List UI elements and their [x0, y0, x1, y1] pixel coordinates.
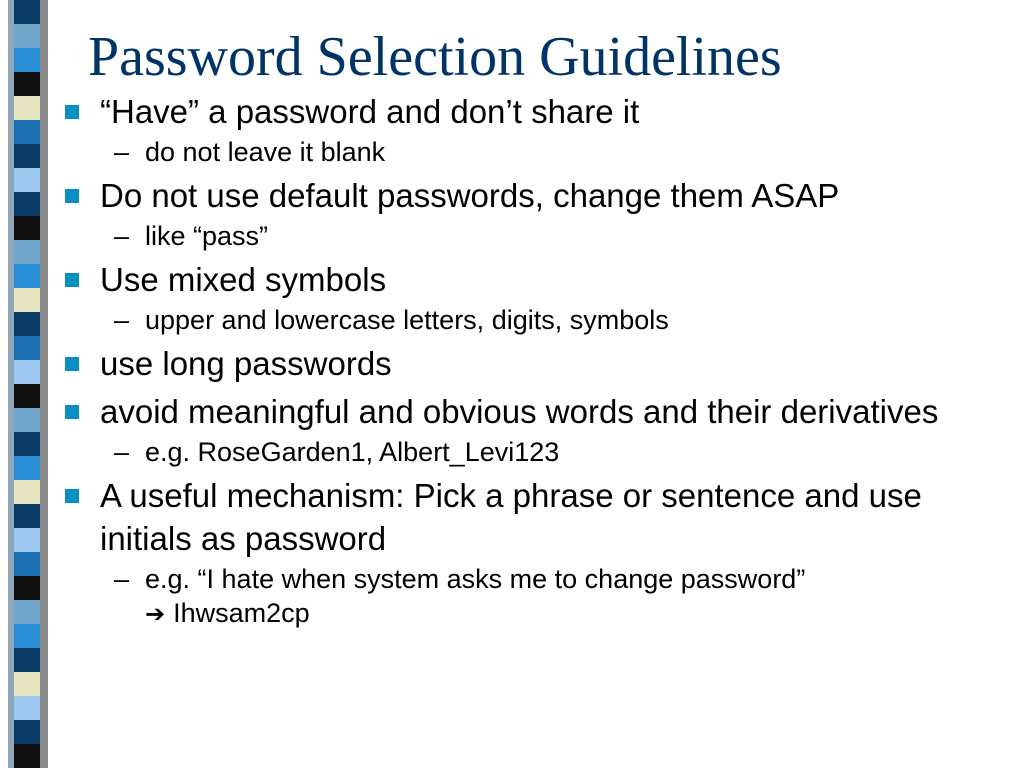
- stripe-block: [14, 360, 42, 384]
- dash-bullet-icon: –: [114, 305, 130, 335]
- bullet-text: “Have” a password and don’t share it: [100, 93, 640, 130]
- sub-bullet-text: like “pass”: [145, 221, 269, 251]
- stripe-block: [14, 480, 42, 504]
- sub-bullet-item: [62, 562, 1012, 631]
- stripe-block: [14, 576, 42, 600]
- dash-bullet-icon: –: [114, 137, 130, 167]
- dash-bullet-icon: –: [114, 221, 130, 251]
- stripe-block: [14, 456, 42, 480]
- stripe-block: [14, 720, 42, 744]
- bullet-list: [62, 90, 1012, 631]
- stripe-block: [14, 744, 42, 768]
- bullet-item: [62, 474, 1012, 560]
- sub-bullet-text: e.g. “I hate when system asks me to change password”: [145, 564, 806, 594]
- stripe-block: [14, 216, 42, 240]
- stripe-block: [14, 48, 42, 72]
- side-shadow-strip: [40, 0, 48, 768]
- square-bullet-icon: [65, 105, 79, 119]
- square-bullet-icon: [65, 489, 79, 503]
- stripe-block: [14, 264, 42, 288]
- password-example: Ihwsam2cp: [173, 598, 310, 628]
- stripe-block: [14, 408, 42, 432]
- sub-bullet-text: do not leave it blank: [145, 137, 386, 167]
- sub-bullet-item: [62, 219, 1012, 253]
- stripe-block: [14, 240, 42, 264]
- sub-bullet-item: [62, 435, 1012, 469]
- stripe-block: [14, 168, 42, 192]
- bullet-text: avoid meaningful and obvious words and their derivatives: [100, 393, 939, 430]
- stripe-block: [14, 288, 42, 312]
- side-color-blocks: [14, 0, 42, 768]
- bullet-item: [62, 258, 1012, 301]
- stripe-block: [14, 384, 42, 408]
- stripe-block: [14, 312, 42, 336]
- stripe-block: [14, 192, 42, 216]
- stripe-block: [14, 672, 42, 696]
- slide-title: Password Selection Guidelines: [88, 26, 782, 88]
- stripe-block: [14, 432, 42, 456]
- sub-bullet-text: upper and lowercase letters, digits, symbols: [145, 305, 669, 335]
- stripe-block: [14, 144, 42, 168]
- square-bullet-icon: [65, 405, 79, 419]
- right-arrow-icon: ➔: [145, 600, 166, 628]
- stripe-block: [14, 552, 42, 576]
- square-bullet-icon: [65, 189, 79, 203]
- stripe-block: [14, 0, 42, 24]
- stripe-block: [14, 696, 42, 720]
- stripe-block: [14, 24, 42, 48]
- bullet-item: [62, 90, 1012, 133]
- bullet-item: [62, 174, 1012, 217]
- stripe-block: [14, 600, 42, 624]
- square-bullet-icon: [65, 357, 79, 371]
- bullet-text: use long passwords: [100, 345, 392, 382]
- bullet-text: A useful mechanism: Pick a phrase or sentence and use initials as password: [100, 477, 922, 557]
- bullet-text: Do not use default passwords, change them ASAP: [100, 177, 840, 214]
- stripe-block: [14, 336, 42, 360]
- sub-bullet-text: e.g. RoseGarden1, Albert_Levi123: [145, 437, 560, 467]
- stripe-block: [14, 624, 42, 648]
- bullet-text: Use mixed symbols: [100, 261, 387, 298]
- side-decoration-stripe: [0, 0, 50, 768]
- bullet-item: [62, 342, 1012, 385]
- square-bullet-icon: [65, 273, 79, 287]
- dash-bullet-icon: –: [114, 564, 130, 594]
- stripe-block: [14, 504, 42, 528]
- stripe-block: [14, 96, 42, 120]
- sub-bullet-continuation: [145, 596, 1012, 631]
- stripe-block: [14, 528, 42, 552]
- dash-bullet-icon: –: [114, 437, 130, 467]
- sub-bullet-item: [62, 303, 1012, 337]
- sub-bullet-item: [62, 135, 1012, 169]
- stripe-block: [14, 72, 42, 96]
- bullet-item: [62, 390, 1012, 433]
- stripe-block: [14, 648, 42, 672]
- stripe-block: [14, 120, 42, 144]
